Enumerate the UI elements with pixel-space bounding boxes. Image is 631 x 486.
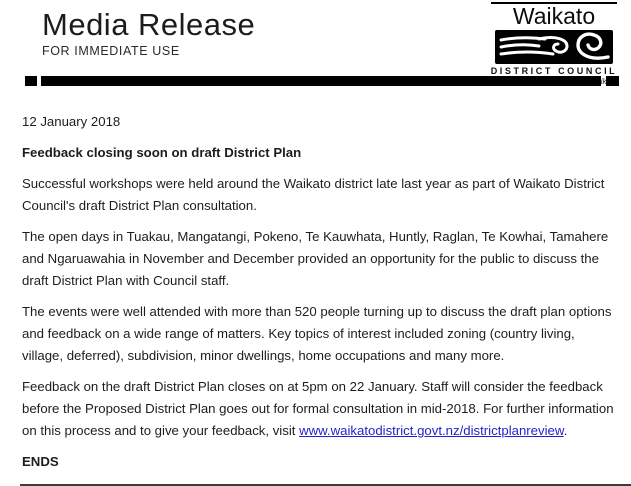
paragraph-feedback-closing [22, 376, 614, 442]
paragraph-workshops: Successful workshops were held around the Waikato district late last year as part of Waikato District Council's draft District Plan consultation. [22, 176, 605, 213]
link-suffix: . [563, 423, 568, 438]
header-separator [25, 76, 619, 86]
paragraph-attendance: The events were well attended with more than 520 people turning up to discuss the draft plan options and feedback on a wide range of matters. Key topics of interest included zoning (country living, village, deferred), subdivision, minor dwellings, home occupations and many more. [22, 304, 612, 363]
districtplanreview-link[interactable]: www.waikatodistrict.govt.nz/districtplanreview [299, 423, 564, 438]
masthead [42, 8, 255, 58]
logo-org-label: DISTRICT COUNCIL [490, 66, 618, 76]
logo-wordmark: Waikato [512, 3, 596, 29]
document-date: 12 January 2018 [22, 114, 121, 129]
separator-square-right [606, 76, 619, 86]
waikato-district-council-logo [487, 2, 621, 86]
page-title: Media Release [42, 7, 256, 42]
paragraph-feedback-text: Feedback on the draft District Plan closes on at 5pm on 22 January. Staff will consider the feedback before the Proposed District Plan goes out for formal consultation in mid-2018. For further information on this process and to give your feedback, visit [22, 379, 614, 438]
koru-wave-icon [495, 30, 613, 64]
immediate-use-label: FOR IMMEDIATE USE [42, 44, 180, 59]
ends-label: ENDS [22, 454, 59, 469]
logo-maori-label: Waikato [588, 77, 618, 86]
document-body [22, 111, 614, 482]
separator-square-left [25, 76, 37, 86]
document-heading: Feedback closing soon on draft District Plan [22, 145, 302, 160]
separator-bar [41, 76, 601, 86]
paragraph-open-days: The open days in Tuakau, Mangatangi, Pokeno, Te Kauwhata, Huntly, Raglan, Te Kowhai, Tamahere and Ngaruawahia in November and December provided an opportunity for the public to discuss the draft District Plan with Council staff. [22, 229, 609, 288]
